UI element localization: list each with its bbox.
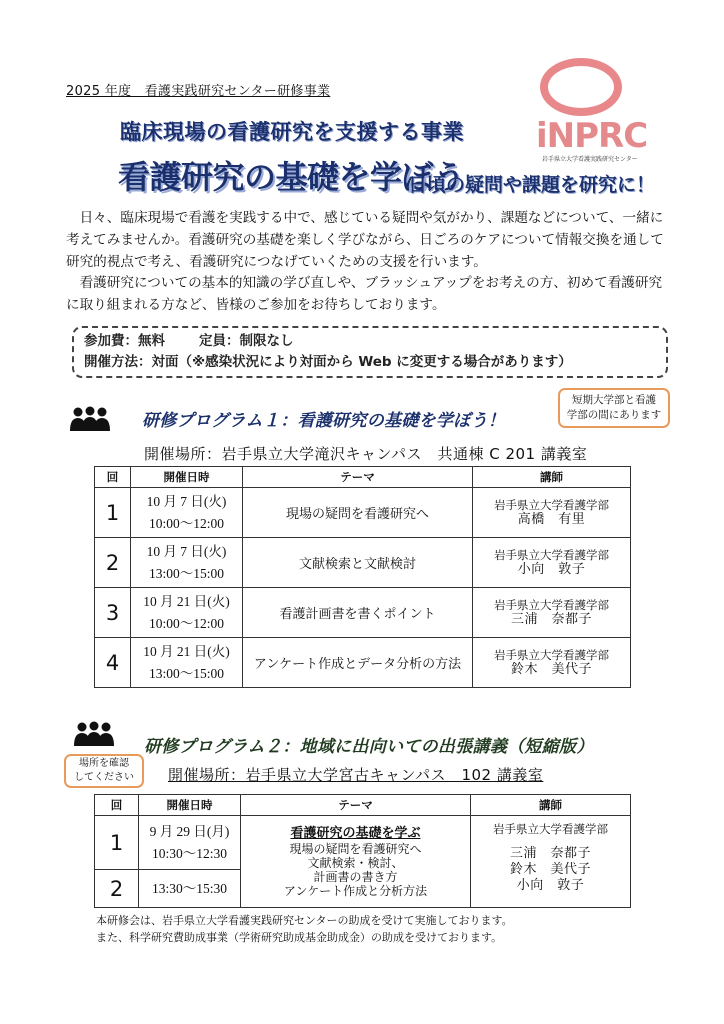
- session-theme: 看護計画書を書くポイント: [243, 588, 473, 638]
- title-tagline: 日頃の疑問や課題を研究に！: [408, 174, 656, 196]
- footer-line-2: また、科学研究費助成事業（学術研究助成基金助成金）の助成を受けております。: [96, 931, 503, 944]
- capacity-text: 定員：制限なし: [199, 333, 294, 349]
- session-number: 4: [95, 638, 131, 688]
- header-no: 回: [95, 795, 139, 816]
- header-theme: テーマ: [243, 467, 473, 488]
- session-lecturer: 岩手県立大学看護学部 鈴木 美代子: [473, 638, 631, 688]
- session-theme: 文献検索と文献検討: [243, 538, 473, 588]
- footer-note: [96, 912, 513, 946]
- bubble2-line2: してください: [74, 772, 134, 783]
- header-no: 回: [95, 467, 131, 488]
- session-theme: 現場の疑問を看護研究へ: [243, 488, 473, 538]
- session-number: 1: [95, 488, 131, 538]
- info-box: [72, 326, 668, 378]
- session-number: 2: [95, 538, 131, 588]
- logo-subtitle: 岩手県立大学看護実践研究センター: [542, 156, 638, 163]
- footer-line-1: 本研修会は、岩手県立大学看護実践研究センターの助成を受けて実施しております。: [96, 914, 513, 927]
- people-group-icon: [68, 405, 112, 433]
- program1-venue: 開催場所：岩手県立大学滝沢キャンパス 共通棟 C 201 講義室: [144, 445, 588, 463]
- program1-table: [94, 466, 631, 688]
- fee-text: 参加費：無料: [84, 333, 165, 349]
- check-location-bubble: [64, 754, 144, 788]
- table-header-row: [95, 795, 631, 816]
- session-lecturer: 岩手県立大学看護学部 小向 敦子: [473, 538, 631, 588]
- table-row: [95, 488, 631, 538]
- bubble2-line1: 場所を確認: [79, 758, 129, 769]
- bubble1-line2: 学部の間にあります: [566, 409, 662, 421]
- program2-table: [94, 794, 631, 908]
- info-line-1: [84, 331, 656, 352]
- session-datetime: 10 月 21 日(火) 10:00〜12:00: [131, 588, 243, 638]
- session-lecturer: 岩手県立大学看護学部 三浦 奈都子 鈴木 美代子 小向 敦子: [471, 816, 631, 908]
- logo-text: iNPRC: [536, 116, 648, 156]
- session-number: 2: [95, 870, 139, 908]
- session-datetime: 9 月 29 日(月) 10:30〜12:30: [139, 816, 241, 870]
- intro-paragraph-2: 看護研究についての基本的知識の学び直しや、ブラッシュアップをお考えの方、初めて看護研究に取り組まれる方など、皆様のご参加をお待ちしております。: [66, 275, 663, 313]
- method-text: 開催方法：対面（※感染状況により対面から Web に変更する場合があります）: [84, 354, 572, 370]
- session-theme: 看護研究の基礎を学ぶ 現場の疑問を看護研究へ 文献検索・検討、 計画書の書き方 アンケート作成と分析方法: [241, 816, 471, 908]
- theme-heading: 看護研究の基礎を学ぶ: [290, 825, 421, 841]
- table-row: [95, 638, 631, 688]
- session-datetime: 10 月 21 日(火) 13:00〜15:00: [131, 638, 243, 688]
- header-lecturer: 講師: [471, 795, 631, 816]
- program2-venue: 開催場所：岩手県立大学宮古キャンパス 102 講義室: [168, 766, 544, 784]
- table-row: [95, 816, 631, 870]
- session-number: 3: [95, 588, 131, 638]
- program1-title: 研修プログラム１：看護研究の基礎を学ぼう！: [142, 411, 506, 431]
- header-datetime: 開催日時: [131, 467, 243, 488]
- session-theme: アンケート作成とデータ分析の方法: [243, 638, 473, 688]
- session-datetime: 13:30〜15:30: [139, 870, 241, 908]
- people-group-icon: [72, 720, 116, 748]
- location-note-bubble: [558, 388, 670, 428]
- title-main: 看護研究の基礎を学ぼう: [118, 158, 465, 196]
- table-header-row: [95, 467, 631, 488]
- header-lecturer: 講師: [473, 467, 631, 488]
- table-row: [95, 588, 631, 638]
- header-line: 2025 年度 看護実践研究センター研修事業: [66, 84, 331, 99]
- table-row: [95, 538, 631, 588]
- title-support: 臨床現場の看護研究を支援する事業: [120, 120, 464, 144]
- session-lecturer: 岩手県立大学看護学部 三浦 奈都子: [473, 588, 631, 638]
- session-datetime: 10 月 7 日(火) 10:00〜12:00: [131, 488, 243, 538]
- session-lecturer: 岩手県立大学看護学部 高橋 有里: [473, 488, 631, 538]
- session-number: 1: [95, 816, 139, 870]
- header-theme: テーマ: [241, 795, 471, 816]
- intro-paragraph-1: 日々、臨床現場で看護を実践する中で、感じている疑問や気がかり、課題などについて、一緒に考えてみませんか。看護研究の基礎を楽しく学びながら、日ごろのケアについて情報交換を通して研究的視点で考え、看護研究につなげていくための支援を行います。: [66, 210, 664, 270]
- program2-title: 研修プログラム２：地域に出向いての出張講義（短縮版）: [144, 737, 594, 757]
- session-datetime: 10 月 7 日(火) 13:00〜15:00: [131, 538, 243, 588]
- bubble1-line1: 短期大学部と看護: [572, 394, 656, 406]
- header-datetime: 開催日時: [139, 795, 241, 816]
- inprc-logo: [530, 54, 648, 166]
- logo-ring-icon: [540, 58, 622, 116]
